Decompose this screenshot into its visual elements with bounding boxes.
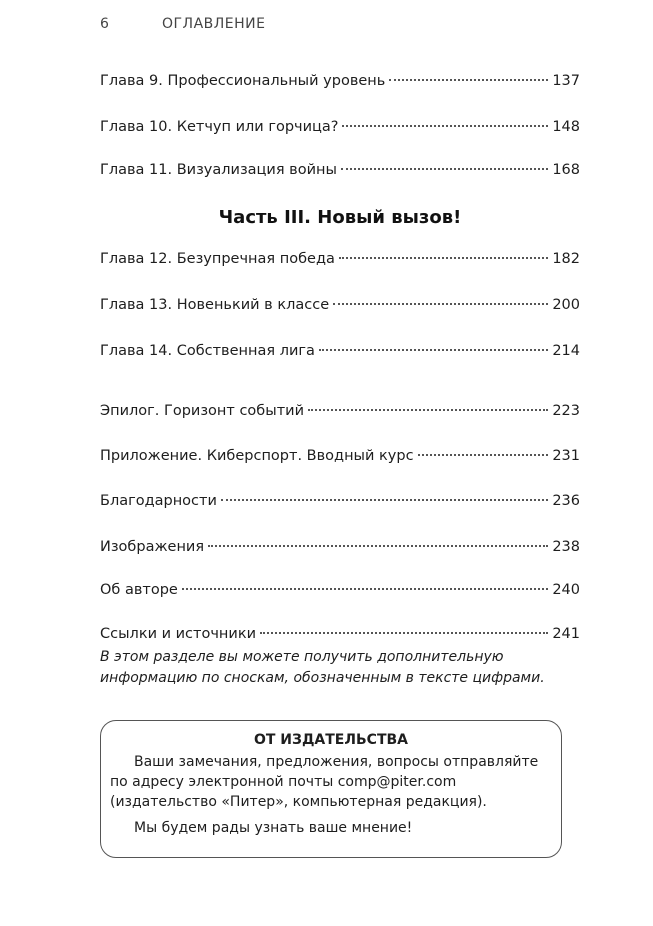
toc-entry-title: Глава 12. Безупречная победа: [100, 251, 335, 267]
toc-entry-chapter-12[interactable]: [100, 249, 580, 269]
dot-leader: [341, 168, 548, 170]
dot-leader: [221, 499, 548, 501]
references-note: [100, 647, 580, 689]
toc-entry-chapter-11[interactable]: [100, 160, 580, 180]
toc-entry-page: 182: [552, 251, 580, 267]
toc-entry-chapter-14[interactable]: [100, 341, 580, 361]
toc-entry-page: 148: [552, 119, 580, 135]
toc-entry-title: Глава 14. Собственная лига: [100, 343, 315, 359]
toc-entry-page: 240: [552, 582, 580, 598]
dot-leader: [418, 454, 549, 456]
toc-entry-title: Глава 13. Новенький в классе: [100, 297, 330, 313]
toc-entry-title: Ссылки и источники: [100, 626, 257, 642]
toc-entry-chapter-13[interactable]: [100, 295, 580, 315]
publisher-box-paragraph: Мы будем рады узнать ваше мнение!: [134, 820, 413, 836]
publisher-box: [100, 720, 562, 858]
toc-entry-title: Приложение. Киберспорт. Вводный курс: [100, 448, 414, 464]
dot-leader: [333, 303, 548, 305]
toc-entry-page: 137: [552, 73, 580, 89]
toc-entry-page: 231: [552, 448, 580, 464]
toc-entry-chapter-10[interactable]: [100, 117, 580, 137]
running-head: [100, 16, 266, 32]
references-note-line: информацию по сноскам, обозначенным в тексте цифрами.: [100, 670, 545, 686]
publisher-box-paragraph: Ваши замечания, предложения, вопросы отправляйте по адресу электронной почты comp@piter.com (издательство «Питер», компьютерная редакция).: [110, 754, 539, 810]
dot-leader: [339, 257, 548, 259]
toc-entry-references[interactable]: [100, 624, 580, 644]
toc-entry-about-author[interactable]: [100, 580, 580, 600]
dot-leader: [389, 79, 548, 81]
toc-entry-images[interactable]: [100, 537, 580, 557]
references-note-line: В этом разделе вы можете получить дополнительную: [100, 649, 504, 665]
part-heading: Часть III. Новый вызов!: [218, 207, 462, 228]
section-title: ОГЛАВЛЕНИЕ: [162, 16, 266, 32]
toc-entry-chapter-9[interactable]: [100, 71, 580, 91]
toc-entry-title: Глава 11. Визуализация войны: [100, 162, 337, 178]
toc-entry-page: 241: [552, 626, 580, 642]
toc-entry-page: 236: [552, 493, 580, 509]
toc-entry-acknowledgements[interactable]: [100, 491, 580, 511]
toc-entry-epilogue[interactable]: [100, 401, 580, 421]
toc-entry-page: 168: [552, 162, 580, 178]
toc-entry-page: 214: [552, 343, 580, 359]
publisher-box-title: ОТ ИЗДАТЕЛЬСТВА: [253, 732, 409, 748]
dot-leader: [260, 632, 548, 634]
page-number: 6: [100, 16, 110, 32]
toc-entry-appendix[interactable]: [100, 446, 580, 466]
toc-entry-page: 223: [552, 403, 580, 419]
dot-leader: [208, 545, 548, 547]
toc-entry-title: Об авторе: [100, 582, 178, 598]
dot-leader: [319, 349, 548, 351]
toc-entry-title: Эпилог. Горизонт событий: [100, 403, 304, 419]
dot-leader: [308, 409, 548, 411]
dot-leader: [342, 125, 548, 127]
toc-entry-page: 238: [552, 539, 580, 555]
toc-entry-title: Изображения: [100, 539, 205, 555]
dot-leader: [182, 588, 548, 590]
toc-entry-title: Благодарности: [100, 493, 217, 509]
toc-entry-title: Глава 10. Кетчуп или горчица?: [100, 119, 339, 135]
toc-entry-page: 200: [552, 297, 580, 313]
toc-entry-title: Глава 9. Профессиональный уровень: [100, 73, 386, 89]
